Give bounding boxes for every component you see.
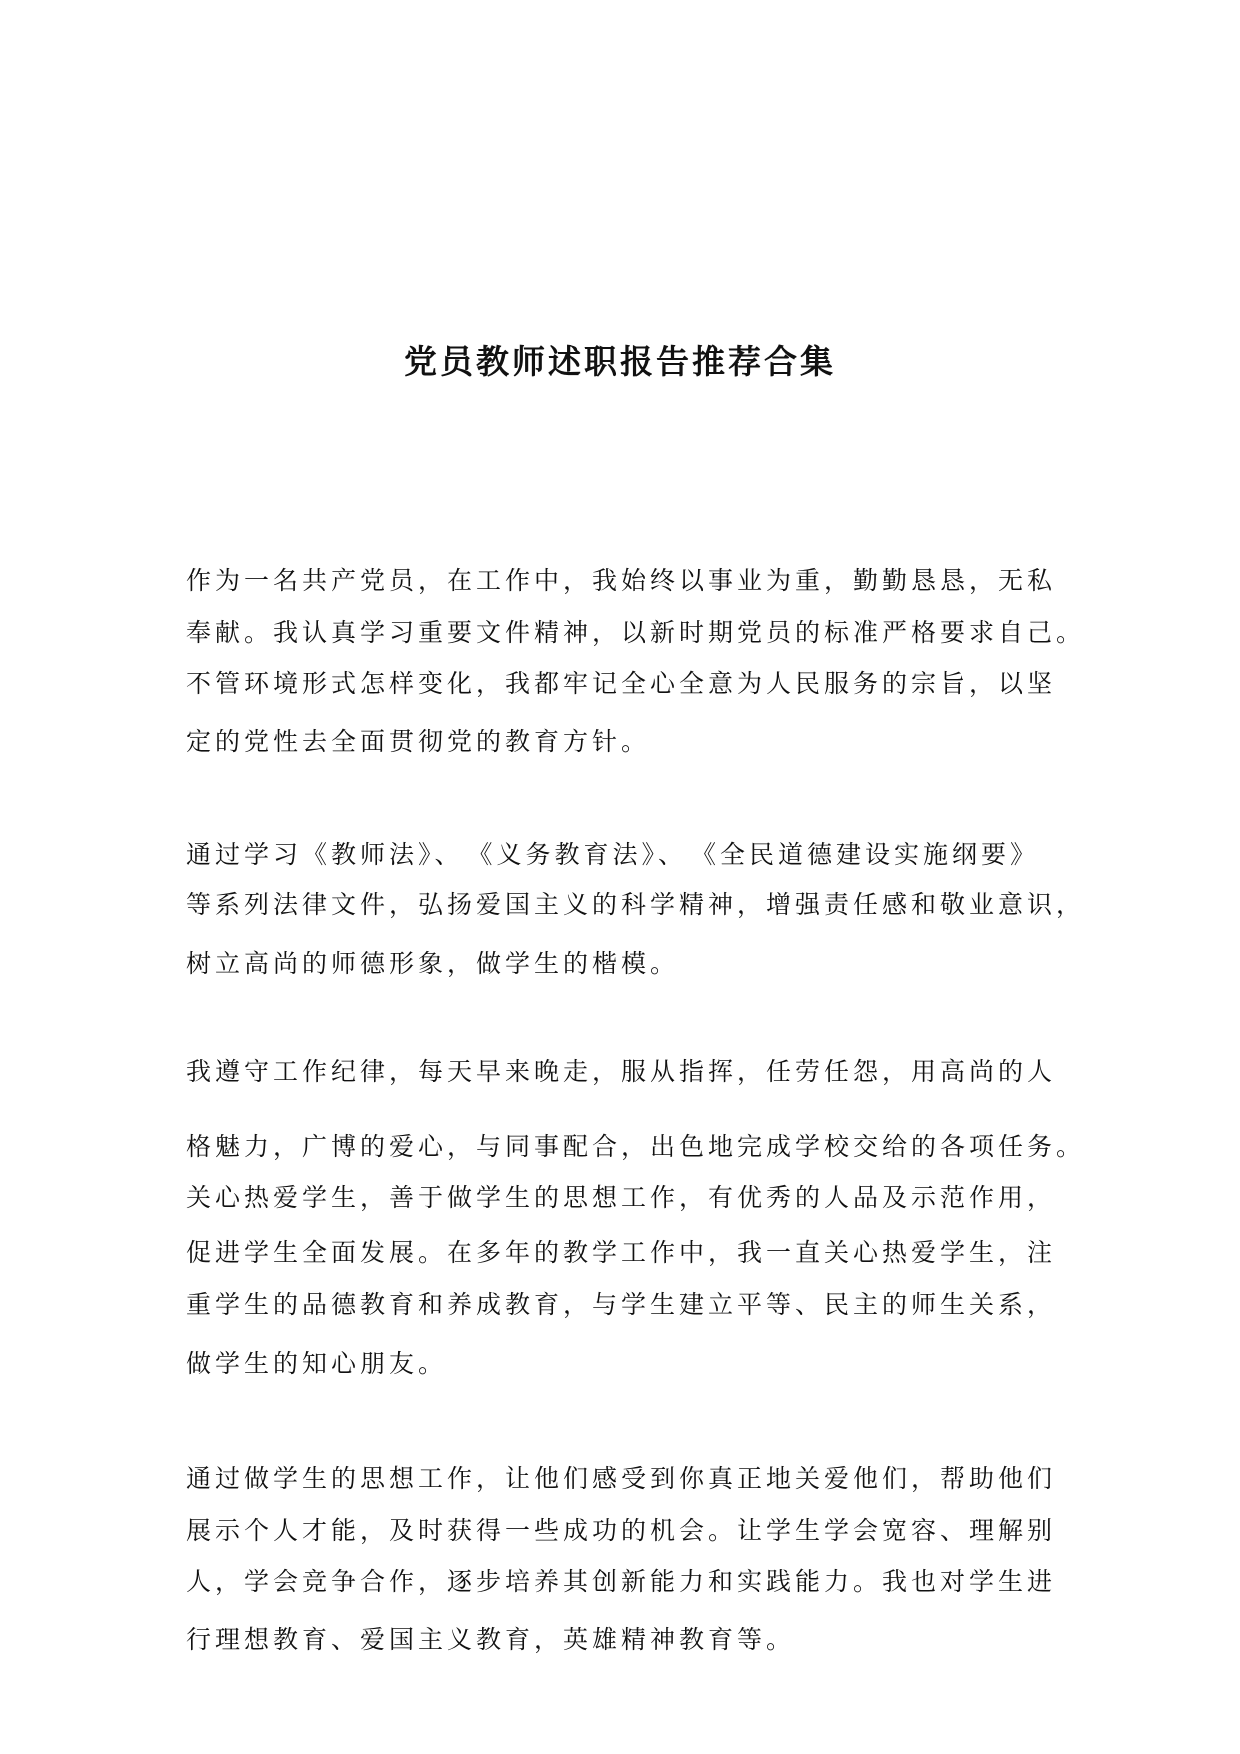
paragraph-3-line-6: 做学生的知心朋友。 (186, 1349, 448, 1378)
paragraph-2-line-2: 等系列法律文件，弘扬爱国主义的科学精神，增强责任感和敬业意识， (186, 890, 1086, 919)
paragraph-3-line-1: 我遵守工作纪律，每天早来晚走，服从指挥，任劳任怨，用高尚的人 (186, 1057, 1057, 1086)
paragraph-2-line-1: 通过学习《教师法》、 《义务教育法》、 《全民道德建设实施纲要》 (186, 840, 1040, 869)
document-title: 党员教师述职报告推荐合集 (404, 342, 836, 381)
paragraph-1-line-3: 不管环境形式怎样变化，我都牢记全心全意为人民服务的宗旨，以坚 (186, 669, 1057, 698)
paragraph-3-line-5: 重学生的品德教育和养成教育，与学生建立平等、民主的师生关系， (186, 1290, 1057, 1319)
paragraph-1-line-2: 奉献。我认真学习重要文件精神，以新时期党员的标准严格要求自己。 (186, 618, 1086, 647)
paragraph-4-line-4: 行理想教育、爱国主义教育，英雄精神教育等。 (186, 1625, 796, 1654)
paragraph-3-line-4: 促进学生全面发展。在多年的教学工作中，我一直关心热爱学生，注 (186, 1238, 1057, 1267)
paragraph-3-line-3: 关心热爱学生，善于做学生的思想工作，有优秀的人品及示范作用， (186, 1183, 1057, 1212)
paragraph-4-line-2: 展示个人才能，及时获得一些成功的机会。让学生学会宽容、理解别 (186, 1516, 1057, 1545)
paragraph-3-line-2: 格魅力，广博的爱心，与同事配合，出色地完成学校交给的各项任务。 (186, 1132, 1086, 1161)
paragraph-1-line-1: 作为一名共产党员，在工作中，我始终以事业为重，勤勤恳恳，无私 (186, 566, 1057, 595)
paragraph-4-line-3: 人，学会竞争合作，逐步培养其创新能力和实践能力。我也对学生进 (186, 1567, 1057, 1596)
paragraph-1-line-4: 定的党性去全面贯彻党的教育方针。 (186, 727, 651, 756)
paragraph-2-line-3: 树立高尚的师德形象，做学生的楷模。 (186, 949, 680, 978)
paragraph-4-line-1: 通过做学生的思想工作，让他们感受到你真正地关爱他们，帮助他们 (186, 1464, 1057, 1493)
